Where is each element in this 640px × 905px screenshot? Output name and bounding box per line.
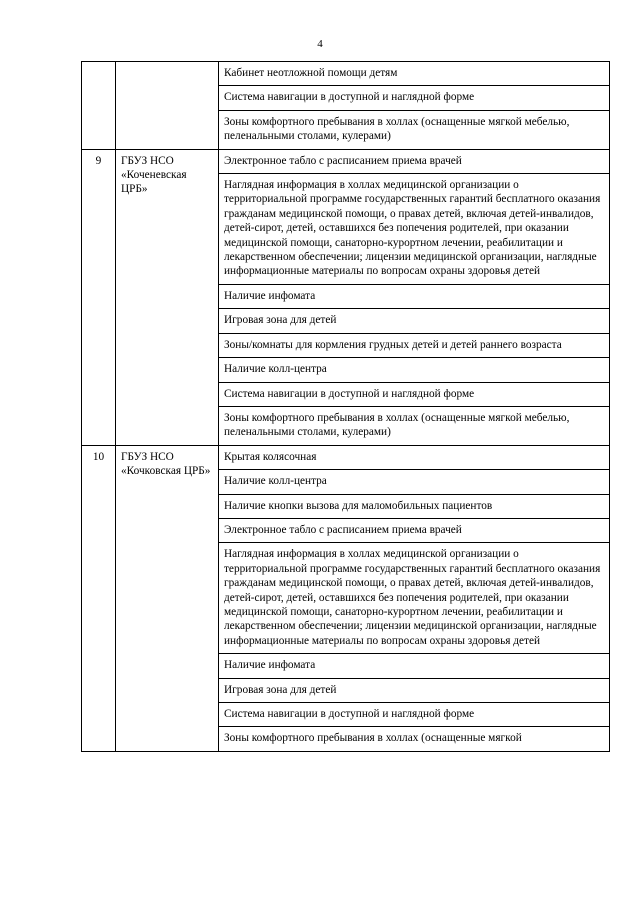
row-number-cell	[82, 62, 116, 150]
table-row	[82, 445, 610, 469]
facility-item-cell: Система навигации в доступной и наглядной форме	[219, 703, 610, 727]
facility-item-cell: Наличие кнопки вызова для маломобильных пациентов	[219, 494, 610, 518]
facility-item-cell: Наглядная информация в холлах медицинской организации о территориальной программе государственных гарантий бесплатного оказания гражданам медицинской помощи, о правах детей, включая детей-инвалидов, детей-сирот, детей, оставшихся без попечения родителей, при оказании медицинской помощи, санаторно-курортном лечении, реабилитации и лекарственном обеспечении; лицензии медицинской организации, наглядные информационные материалы по вопросам охраны здоровья детей	[219, 543, 610, 654]
row-number-cell: 9	[82, 149, 116, 445]
organization-cell: ГБУЗ НСО «Кочковская ЦРБ»	[116, 445, 219, 751]
row-number-cell: 10	[82, 445, 116, 751]
organization-cell	[116, 62, 219, 150]
table-row	[82, 149, 610, 173]
facility-item-cell: Игровая зона для детей	[219, 678, 610, 702]
facility-item-cell: Система навигации в доступной и наглядной форме	[219, 86, 610, 110]
facility-item-cell: Наличие инфомата	[219, 654, 610, 678]
facility-item-cell: Зоны/комнаты для кормления грудных детей и детей раннего возраста	[219, 333, 610, 357]
facility-item-cell: Игровая зона для детей	[219, 309, 610, 333]
facility-item-cell: Зоны комфортного пребывания в холлах (оснащенные мягкой мебелью, пеленальными столами, кулерами)	[219, 406, 610, 445]
page-number: 4	[317, 38, 323, 50]
facility-item-cell: Электронное табло с расписанием приема врачей	[219, 518, 610, 542]
facility-item-cell: Наличие колл-центра	[219, 470, 610, 494]
facility-item-cell: Наличие инфомата	[219, 284, 610, 308]
facility-item-cell: Наглядная информация в холлах медицинской организации о территориальной программе государственных гарантий бесплатного оказания гражданам медицинской помощи, о правах детей, включая детей-инвалидов, детей-сирот, детей, оставшихся без попечения родителей, при оказании медицинской помощи, санаторно-курортном лечении, реабилитации и лекарственном обеспечении; лицензии медицинской организации, наглядные информационные материалы по вопросам охраны здоровья детей	[219, 174, 610, 285]
table-row	[82, 62, 610, 86]
facility-item-cell: Крытая колясочная	[219, 445, 610, 469]
facility-item-cell: Зоны комфортного пребывания в холлах (оснащенные мягкой мебелью, пеленальными столами, кулерами)	[219, 110, 610, 149]
facility-item-cell: Электронное табло с расписанием приема врачей	[219, 149, 610, 173]
facility-item-cell: Наличие колл-центра	[219, 358, 610, 382]
organization-cell: ГБУЗ НСО «Коченевская ЦРБ»	[116, 149, 219, 445]
facility-item-cell: Кабинет неотложной помощи детям	[219, 62, 610, 86]
facilities-table	[81, 61, 610, 752]
facility-item-cell: Система навигации в доступной и наглядной форме	[219, 382, 610, 406]
facility-item-cell: Зоны комфортного пребывания в холлах (оснащенные мягкой	[219, 727, 610, 751]
